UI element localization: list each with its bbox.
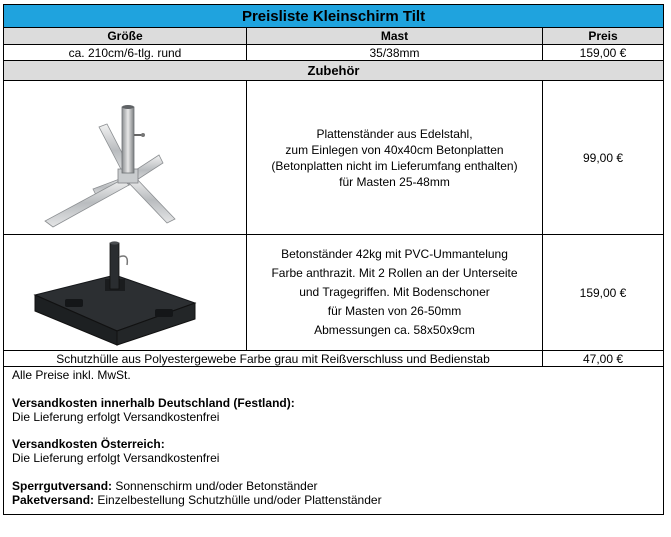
header-mast: Mast — [247, 28, 543, 45]
description-line: Betonständer 42kg mit PVC-Ummantelung — [281, 247, 508, 261]
cover-price: 47,00 € — [543, 351, 664, 367]
shipping-de-title: Versandkosten innerhalb Deutschland (Festland): — [12, 396, 295, 410]
price-list-sheet — [3, 4, 663, 515]
concrete-stand-image-cell — [4, 235, 247, 351]
bulky-shipping-text: Sonnenschirm und/oder Betonständer — [112, 479, 318, 493]
cover-description: Schutzhülle aus Polyestergewebe Farbe grau mit Reißverschluss und Bedienstab — [4, 351, 543, 367]
plate-stand-image-cell — [4, 81, 247, 235]
description-line: und Tragegriffen. Mit Bodenschoner — [299, 285, 490, 299]
description-line: zum Einlegen von 40x40cm Betonplatten — [285, 142, 504, 157]
description-line: Plattenständer aus Edelstahl, — [316, 126, 473, 141]
vat-note: Alle Preise inkl. MwSt. — [12, 368, 131, 382]
description-line: für Masten von 26-50mm — [327, 304, 462, 318]
shipping-at-text: Die Lieferung erfolgt Versandkostenfrei — [12, 451, 220, 465]
shipping-at-title: Versandkosten Österreich: — [12, 437, 165, 451]
header-price: Preis — [543, 28, 664, 45]
description-line: (Betonplatten nicht im Lieferumfang enthalten) — [271, 158, 518, 173]
plate-stand-description — [247, 81, 543, 235]
bulky-shipping-label: Sperrgutversand: — [12, 479, 113, 493]
page-title: Preisliste Kleinschirm Tilt — [4, 5, 664, 28]
parcel-shipping-text: Einzelbestellung Schutzhülle und/oder Plattenständer — [94, 493, 382, 507]
concrete-stand-price: 159,00 € — [543, 235, 664, 351]
description-line: Farbe anthrazit. Mit 2 Rollen an der Unterseite — [271, 266, 518, 280]
price-table — [3, 4, 664, 515]
description-line: Abmessungen ca. 58x50x9cm — [314, 323, 475, 337]
concrete-stand-image — [5, 235, 245, 347]
umbrella-size: ca. 210cm/6-tlg. rund — [4, 45, 247, 61]
plate-stand-image — [5, 81, 245, 231]
accessories-heading: Zubehör — [4, 61, 664, 81]
umbrella-price: 159,00 € — [543, 45, 664, 61]
header-size: Größe — [4, 28, 247, 45]
shipping-de-text: Die Lieferung erfolgt Versandkostenfrei — [12, 410, 220, 424]
concrete-stand-description — [247, 235, 543, 351]
parcel-shipping-label: Paketversand: — [12, 493, 95, 507]
plate-stand-price: 99,00 € — [543, 81, 664, 235]
shipping-notes — [4, 367, 664, 515]
umbrella-mast: 35/38mm — [247, 45, 543, 61]
description-line: für Masten 25-48mm — [339, 174, 450, 189]
